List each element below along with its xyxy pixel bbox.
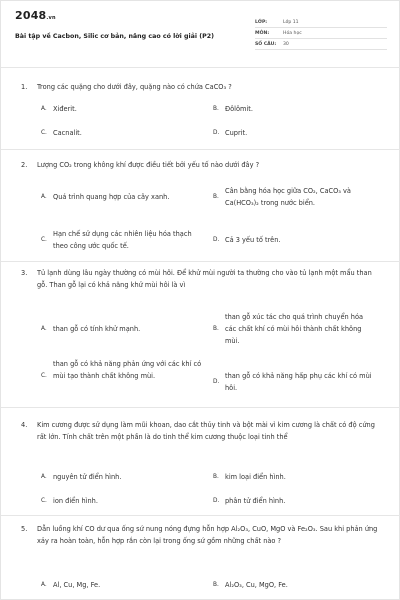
option-text: Al, Cu, Mg, Fe. [53,581,101,589]
page-title: Bài tập về Cacbon, Silic cơ bản, nâng cao có lời giải (P2) [15,33,214,40]
option-letter: D. [213,498,220,504]
option-letter: C. [41,498,47,504]
option-text: Đôlômit. [225,105,253,113]
meta-value: 30 [283,41,289,47]
divider [1,407,400,408]
option-text: than gỗ có khả năng hấp phụ các khí có mùi hôi. [225,372,372,392]
question-number: 5. [21,525,28,533]
meta-value: Hóa học [283,30,302,36]
option-letter: B. [213,106,219,112]
meta-row-count [255,39,387,50]
option-text: phân tử điển hình. [225,497,286,505]
option-letter: B. [213,474,219,480]
question-number: 1. [21,83,28,91]
logo-suffix: .vn [46,15,56,21]
divider [1,149,400,150]
question-number: 4. [21,421,28,429]
meta-table [255,17,387,50]
site-logo[interactable] [15,9,56,22]
meta-label: LỚP: [255,19,268,25]
option-letter: A. [41,194,47,200]
option-letter: A. [41,326,47,332]
meta-label: SỐ CÂU: [255,41,277,47]
option-letter: B. [213,582,219,588]
divider [1,67,400,68]
option-letter: B. [213,326,219,332]
meta-value: Lớp 11 [283,19,299,25]
option-text: Cuprit. [225,129,248,137]
option-text: than gỗ có khả năng phản ứng với các khí có mùi tạo thành chất không mùi. [53,360,202,380]
option-text: Cả 3 yếu tố trên. [225,236,281,244]
option-letter: D. [213,237,220,243]
meta-row-grade [255,17,387,28]
question-text: Dẫn luồng khí CO dư qua ống sứ nung nóng đựng hỗn hợp Al₂O₃, CuO, MgO và Fe₂O₃. Sau khi phản ứng xảy ra hoàn toàn, hỗn hợp rắn còn lại trong ống sứ gồm những chất nào ? [37,525,378,545]
divider [1,515,400,516]
divider [1,261,400,262]
question-text: Trong các quặng cho dưới đây, quặng nào có chứa CaCO₃ ? [37,83,232,91]
logo-text: 2048 [15,9,47,22]
option-text: than gỗ xúc tác cho quá trình chuyển hóa các chất khí có mùi hôi thành chất không mùi. [225,313,364,345]
option-letter: A. [41,106,47,112]
option-text: ion điển hình. [53,497,98,505]
option-letter: B. [213,194,219,200]
option-text: kim loại điển hình. [225,473,286,481]
option-text: Cân bằng hóa học giữa CO₂, CaCO₃ và Ca(HCO₃)₂ trong nước biển. [225,187,351,207]
question-number: 3. [21,269,28,277]
option-text: Quá trình quang hợp của cây xanh. [53,193,170,201]
option-letter: C. [41,237,47,243]
option-text: Cacnalit. [53,129,82,137]
option-letter: C. [41,373,47,379]
meta-row-subject [255,28,387,39]
question-text: Kim cương được sử dụng làm mũi khoan, dao cắt thủy tinh và bột mài vì kim cương là chất có độ cứng rất lớn. Tính chất trên một phần là do tinh thể kim cương thuộc loại tinh thể [37,421,375,441]
option-letter: C. [41,130,47,136]
option-text: Hạn chế sử dụng các nhiên liệu hóa thạch theo công ước quốc tế. [53,230,192,250]
option-letter: A. [41,582,47,588]
option-letter: A. [41,474,47,480]
meta-label: MÔN: [255,30,270,36]
question-text: Lượng CO₂ trong không khí được điều tiết bởi yếu tố nào dưới đây ? [37,161,260,169]
option-letter: D. [213,379,220,385]
page-header [15,9,387,61]
option-text: Al₂O₃, Cu, MgO, Fe. [225,581,288,589]
option-text: than gỗ có tính khử mạnh. [53,325,141,333]
question-number: 2. [21,161,28,169]
option-text: nguyên tử điển hình. [53,473,122,481]
question-text: Tủ lạnh dùng lâu ngày thường có mùi hôi. Để khử mùi người ta thường cho vào tủ lạnh một mẩu than gỗ. Than gỗ lại có khả năng khử mùi hôi là vì [37,269,372,289]
option-letter: D. [213,130,220,136]
option-text: Xiđerit. [53,105,77,113]
